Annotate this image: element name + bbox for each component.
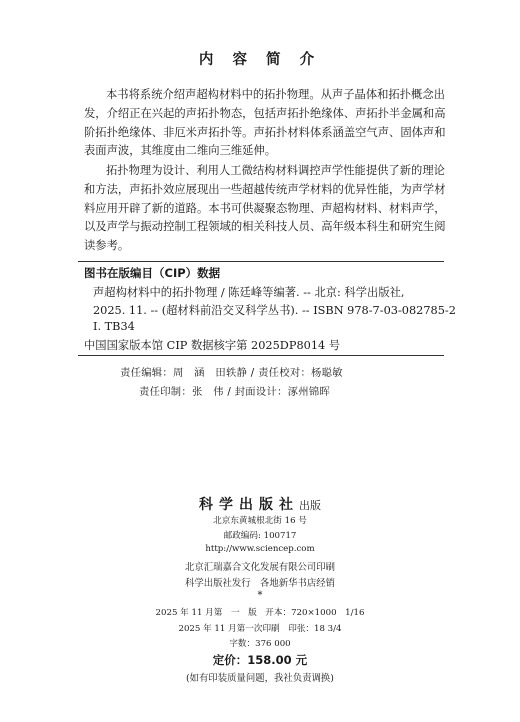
publisher-postcode: 邮政编码: 100717	[223, 531, 297, 541]
intro-line: 拓扑物理为设计、利用人工微结构材料调控声学性能提供了新的理论	[106, 164, 445, 177]
publisher-url: http://www.sciencep.com	[205, 544, 315, 554]
editors-line: 责任编辑：周 涵 田轶静 / 责任校对：杨聪敏	[120, 367, 343, 379]
page-title: 内 容 简 介	[198, 52, 322, 68]
publisher-heading	[0, 494, 520, 514]
intro-line: 表面声波，其维度由二维向三维延伸。	[84, 144, 277, 158]
printing-line: 2025 年 11 月第一次印刷 印张：18 3/4	[178, 624, 342, 634]
cip-line: 中国国家版本馆 CIP 数据核字第 2025DP8014 号	[84, 339, 341, 352]
cip-line: I. TB34	[93, 320, 135, 333]
intro-line: 本书将系统介绍声超构材料中的拓扑物理。从声子晶体和拓扑概念出	[106, 88, 445, 101]
intro-line: 料应用开辟了新的道路。本书可供凝聚态物理、声超构材料、材料声学，	[84, 201, 446, 215]
cip-bottom-rule	[78, 355, 444, 356]
separator-star: *	[257, 590, 263, 601]
edition-line: 2025 年 11 月第 一 版 开本：720×1000 1/16	[155, 608, 365, 618]
printer-line: 北京汇瑞嘉合文化发展有限公司印刷	[184, 562, 335, 573]
publisher-name: 科学出版社	[199, 497, 299, 513]
intro-paragraph-1	[84, 86, 448, 161]
price-line: 定价：158.00 元	[212, 653, 308, 667]
production-line: 责任印制：张 伟 / 封面设计：涿州锦晖	[139, 386, 331, 398]
distributor-line: 科学出版社发行 各地新华书店经销	[184, 578, 335, 589]
quality-note: (如有印装质量问题，我社负责调换)	[186, 673, 334, 684]
wordcount-line: 字数：376 000	[229, 639, 291, 649]
intro-paragraph-2	[84, 162, 448, 256]
cip-top-rule	[78, 261, 444, 262]
intro-line: 以及声学与振动控制工程领域的相关科技人员、高年级本科生和研究生阅	[84, 220, 446, 234]
cip-line: 2025. 11. -- (超材料前沿交叉科学丛书). -- ISBN 978-7-03-082785-2	[93, 304, 456, 317]
intro-line: 阶拓扑绝缘体、非厄米声拓扑等。声拓扑材料体系涵盖空气声、固体声和	[84, 125, 446, 139]
intro-line: 发，介绍正在兴起的声拓扑物态，包括声拓扑绝缘体、声拓扑半金属和高	[84, 106, 446, 120]
cip-line: 声超构材料中的拓扑物理 / 陈廷峰等编著. -- 北京: 科学出版社,	[93, 286, 405, 299]
cip-heading: 图书在版编目（CIP）数据	[84, 266, 221, 280]
publisher-address: 北京东黄城根北街 16 号	[213, 516, 307, 526]
intro-line: 和方法，声拓扑效应展现出一些超越传统声学材料的优异性能，为声学材	[84, 182, 446, 196]
publisher-suffix: 出版	[299, 499, 321, 512]
intro-line: 读参考。	[84, 239, 130, 253]
